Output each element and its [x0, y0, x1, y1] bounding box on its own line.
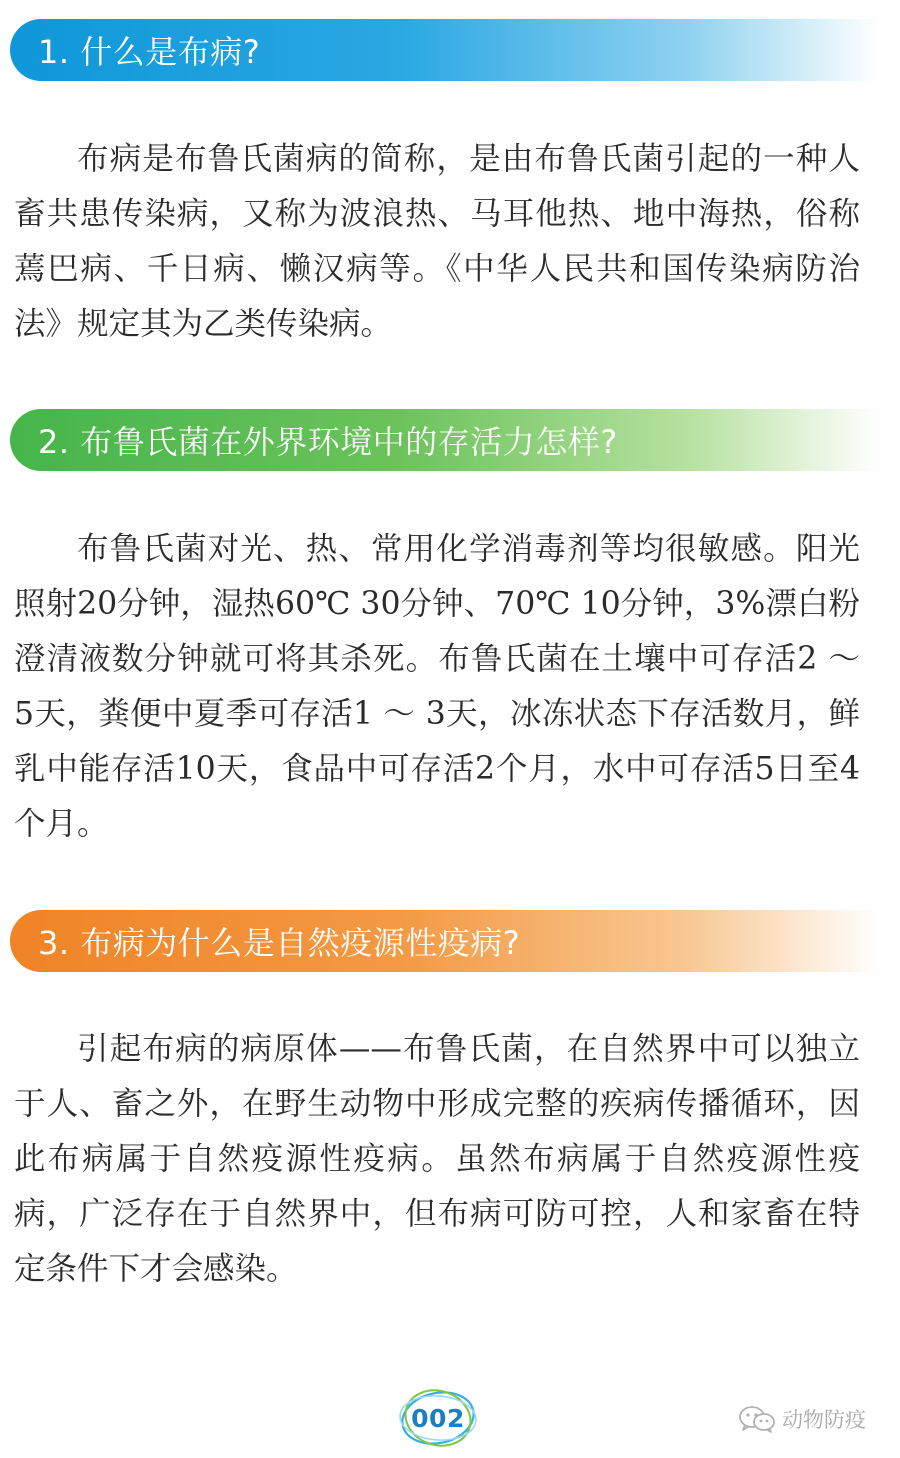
page-number: 002: [411, 1403, 465, 1433]
section-1-title: 1. 什么是布病?: [38, 33, 261, 71]
section-2-header: [10, 409, 880, 471]
section-3-title: 3. 布病为什么是自然疫源性疫病?: [38, 924, 521, 962]
wechat-icon: [738, 1404, 776, 1434]
page-number-badge: [396, 1386, 480, 1450]
section-2-title: 2. 布鲁氏菌在外界环境中的存活力怎样?: [38, 423, 618, 461]
section-3-body: 引起布病的病原体——布鲁氏菌，在自然界中可以独立于人、畜之外，在野生动物中形成完整的疾病传播循环，因此布病属于自然疫源性疫病。虽然布病属于自然疫源性疫病，广泛存在于自然界中，但布病可防可控，人和家畜在特定条件下才会感染。: [14, 1031, 860, 1287]
section-2-body: 布鲁氏菌对光、热、常用化学消毒剂等均很敏感。阳光照射20分钟，湿热60℃ 30分钟、70℃ 10分钟，3%漂白粉澄清液数分钟就可将其杀死。布鲁氏菌在土壤中可存活2 ～ 5天，粪便中夏季可存活1 ～ 3天，冰冻状态下存活数月，鲜乳中能存活10天，食品中可存活2个月，水中可存活5日至4个月。: [14, 531, 860, 842]
section-3-header: [10, 910, 880, 972]
watermark-text: 动物防疫: [782, 1408, 866, 1432]
watermark: [738, 1401, 866, 1437]
section-1-header: [10, 19, 880, 81]
section-1-body: 布病是布鲁氏菌病的简称，是由布鲁氏菌引起的一种人畜共患传染病，又称为波浪热、马耳他热、地中海热，俗称蔫巴病、千日病、懒汉病等。《中华人民共和国传染病防治法》规定其为乙类传染病。: [14, 141, 860, 342]
